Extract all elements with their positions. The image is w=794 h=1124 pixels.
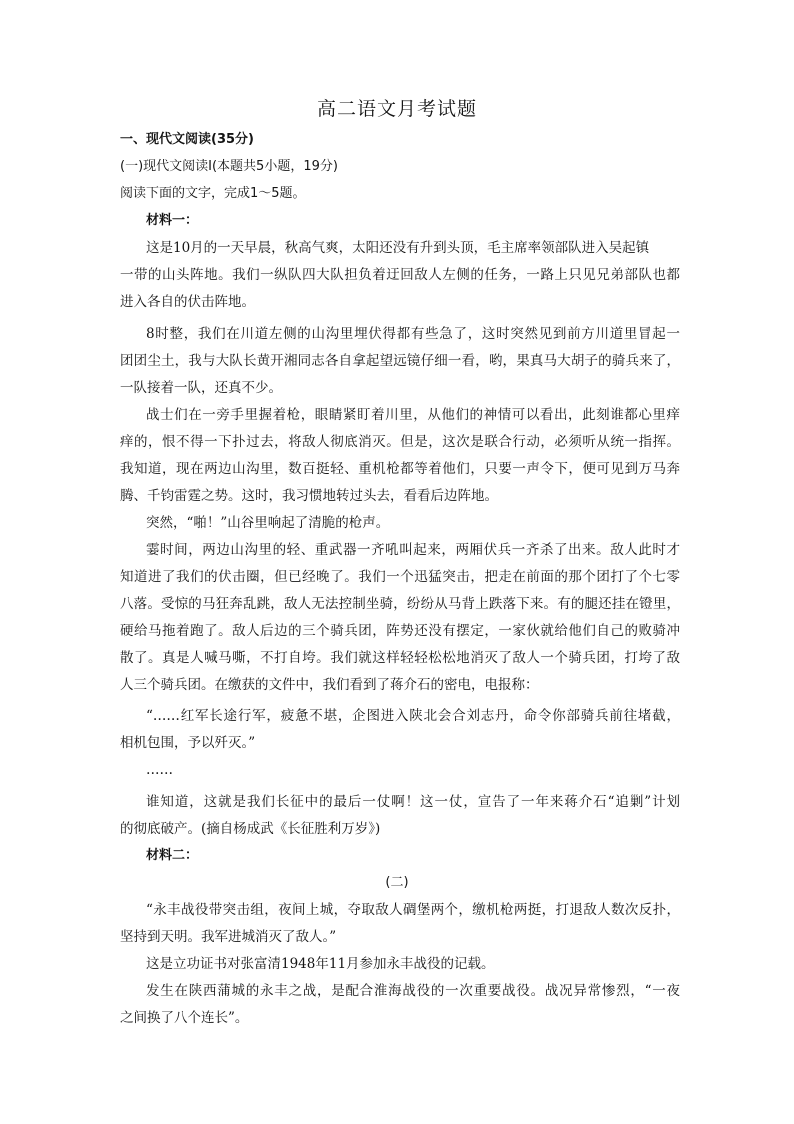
paragraph-line: 硬给马拖着跑了。敌人后边的三个骑兵团，阵势还没有摆定，一家伙就给他们自己的败骑冲 (120, 623, 680, 639)
paragraph-line: 人三个骑兵团。在缴获的文件中，我们看到了蒋介石的密电，电报称： (120, 677, 539, 693)
paragraph-line: 腾、千钧雷霆之势。这时，我习惯地转过头去，看看后边阵地。 (120, 488, 498, 504)
paragraph-line: 这是立功证书对张富清1948年11月参加永丰战役的记载。 (146, 956, 495, 972)
material-1-label: 材料一： (146, 213, 199, 228)
telegram-quote-line: “……红军长途行军，疲惫不堪，企图进入陕北会合刘志丹，命令你部骑兵前往堵截， (146, 708, 680, 724)
paragraph-line: 八落。受惊的马狂奔乱跳，敌人无法控制坐骑，纷纷从马背上跌落下来。有的腿还挂在镫里， (120, 596, 680, 612)
paragraph-line: 一带的山头阵地。我们一纵队四大队担负着迂回敌人左侧的任务，一路上只见兄弟部队也都 (120, 267, 680, 283)
paragraph-line: “永丰战役带突击组，夜间上城，夺取敌人碉堡两个，缴机枪两挺，打退敌人数次反扑， (146, 902, 680, 918)
ellipsis-line: …… (146, 762, 173, 778)
paragraph-line: 团团尘土，我与大队长黄开湘同志各自拿起望远镜仔细一看，哟，果真马大胡子的骑兵来了， (120, 353, 680, 369)
paragraph-line: 发生在陕西蒲城的永丰之战，是配合淮海战役的一次重要战役。战况异常惨烈，“一夜 (146, 983, 680, 999)
paragraph-line: 我知道，现在两边山沟里，数百挺轻、重机枪都等着他们，只要一声令下，便可见到万马奔 (120, 461, 680, 477)
section-heading: 一、现代文阅读(35分) (120, 132, 254, 147)
paragraph-line: 散了。真是人喊马嘶，不打自垮。我们就这样轻轻松松地消灭了敌人一个骑兵团，打垮了敌 (120, 650, 680, 666)
paragraph-line: 进入各自的伏击阵地。 (120, 294, 255, 310)
paragraph-line: 知道进了我们的伏击圈，但已经晚了。我们一个迅猛突击，把走在前面的那个团打了个七零 (120, 569, 680, 585)
page-title: 高二语文月考试题 (316, 98, 477, 120)
paragraph-line: 8时整，我们在川道左侧的山沟里埋伏得都有些急了，这时突然见到前方川道里冒起一 (146, 326, 680, 342)
paragraph-line: 的彻底破产。(摘自杨成武《长征胜利万岁》) (120, 821, 381, 837)
paragraph-line: 一队接着一队，还真不少。 (120, 380, 282, 396)
paragraph-line: 坚持到天明。我军进城消灭了敌人。” (120, 929, 337, 945)
subsection-heading: (一)现代文阅读Ⅰ(本题共5小题，19分) (120, 159, 338, 174)
telegram-quote-line: 相机包围，予以歼灭。” (120, 735, 256, 751)
paragraph-line: 战士们在一旁手里握着枪，眼睛紧盯着川里，从他们的神情可以看出，此刻谁都心里痒 (146, 407, 680, 423)
paragraph-line: 这是10月的一天早晨，秋高气爽，太阳还没有升到头顶，毛主席率领部队进入吴起镇 (146, 240, 650, 256)
paragraph-line: 突然，“啪！”山谷里响起了清脆的枪声。 (146, 515, 390, 531)
material-2-label: 材料二： (146, 848, 199, 863)
paragraph-line: 霎时间，两边山沟里的轻、重武器一齐吼叫起来，两厢伏兵一齐杀了出来。敌人此时才 (146, 542, 680, 558)
paragraph-line: 痒的，恨不得一下扑过去，将敌人彻底消灭。但是，这次是联合行动，必须听从统一指挥。 (120, 434, 680, 450)
paragraph-line: 之间换了八个连长”。 (120, 1010, 249, 1026)
reading-instruction: 阅读下面的文字，完成1～5题。 (120, 186, 306, 201)
part-heading: (二) (385, 875, 409, 890)
paragraph-line: 谁知道，这就是我们长征中的最后一仗啊！这一仗，宣告了一年来蒋介石“追剿”计划 (146, 794, 680, 810)
